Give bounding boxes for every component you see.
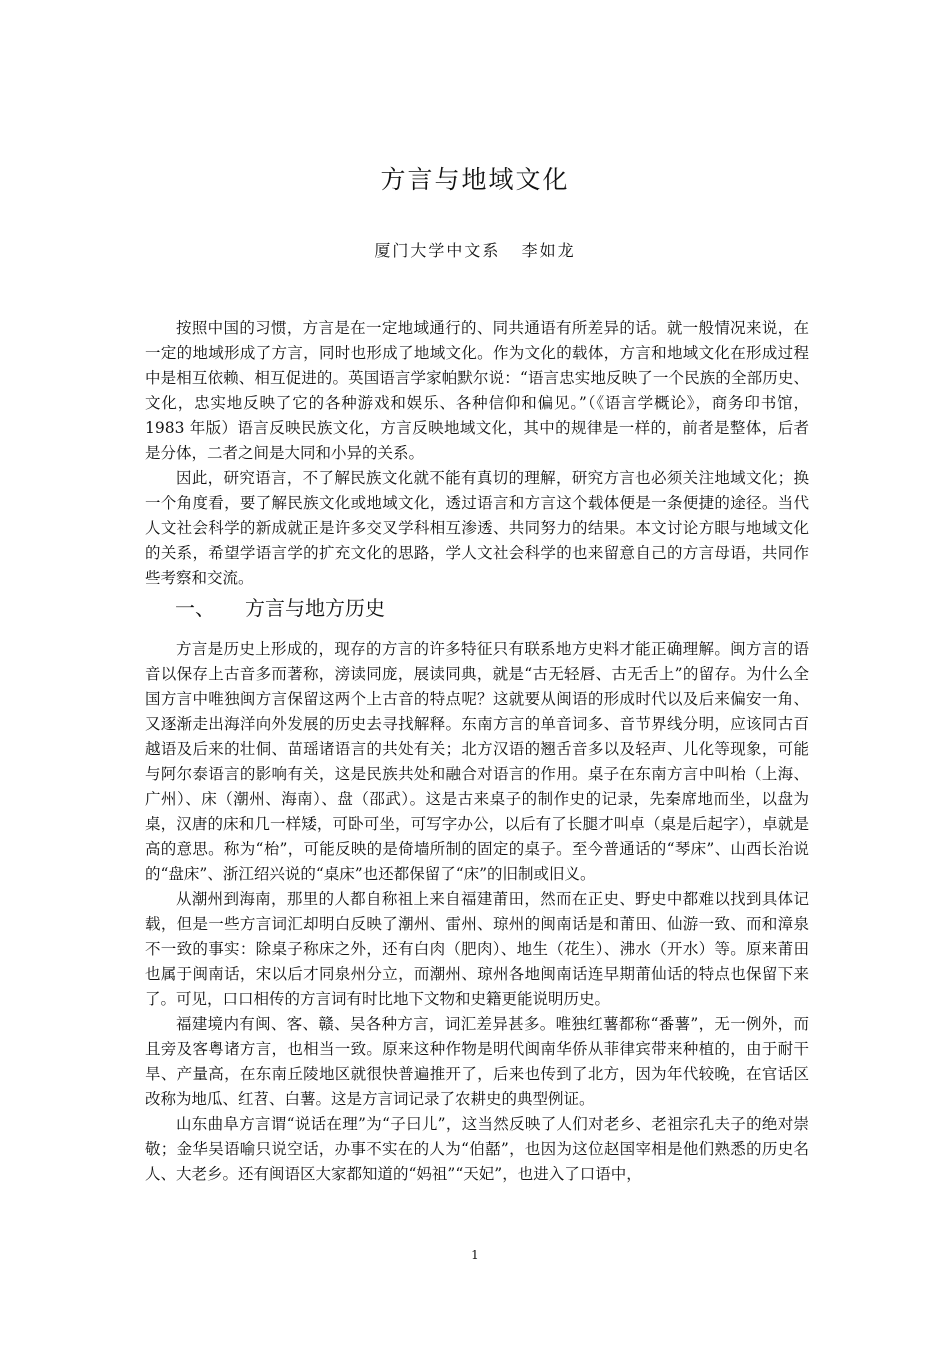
document-body: [145, 316, 809, 1187]
body-paragraph: 山东曲阜方言谓“说话在理”为“子曰儿”，这当然反映了人们对老乡、老祖宗孔夫子的绝对崇敬；金华吴语喻只说空话，办事不实在的人为“伯嚭”，也因为这位赵国宰相是他们熟悉的历史名人、大老乡。还有闽语区大家都知道的“妈祖”“天妃”，也进入了口语中，: [145, 1115, 809, 1183]
author-line: 厦门大学中文系 李如龙: [374, 241, 576, 260]
section-number: 一、: [175, 596, 215, 620]
body-paragraph: 从潮州到海南，那里的人都自称祖上来自福建莆田，然而在正史、野史中都难以找到具体记载，但是一些方言词汇却明白反映了潮州、雷州、琼州的闽南话是和莆田、仙游一致、而和漳泉不一致的事实：除桌子称床之外，还有白肉（肥肉）、地生（花生）、沸水（开水）等。原来莆田也属于闽南话，宋以后才同泉州分立，而潮州、琼州各地闽南话连早期莆仙话的特点也保留下来了。可见，口口相传的方言词有时比地下文物和史籍更能说明历史。: [145, 890, 809, 1008]
page-number: 1: [471, 1248, 479, 1262]
document-title: 方言与地域文化: [380, 165, 570, 194]
body-paragraph: 福建境内有闽、客、赣、吴各种方言，词汇差异甚多。唯独红薯都称“番薯”，无一例外，而且旁及客粤诸方言，也相当一致。原来这种作物是明代闽南华侨从菲律宾带来种植的，由于耐干旱、产量高，在东南丘陵地区就很快普遍推开了，后来也传到了北方，因为年代较晚，在官话区改称为地瓜、红苕、白薯。这是方言词记录了农耕史的典型例证。: [145, 1015, 809, 1108]
section-heading: [145, 593, 809, 623]
body-paragraph: 按照中国的习惯，方言是在一定地域通行的、同共通语有所差异的话。就一般情况来说，在一定的地域形成了方言，同时也形成了地域文化。作为文化的载体，方言和地域文化在形成过程中是相互依赖、相互促进的。英国语言学家帕默尔说：“语言忠实地反映了一个民族的全部历史、文化，忠实地反映了它的各种游戏和娱乐、各种信仰和偏见。”（《语言学概论》，商务印书馆，1983 年版）语言反映民族文化，方言反映地域文化，其中的规律是一样的，前者是整体，后者是分体，二者之间是大同和小异的关系。: [145, 319, 809, 462]
section-title: 方言与地方历史: [245, 596, 385, 620]
body-paragraph: 方言是历史上形成的，现存的方言的许多特征只有联系地方史料才能正确理解。闽方言的语音以保存上古音多而著称，滂读同庞，展读同典，就是“古无轻唇、古无舌上”的留存。为什么全国方言中唯独闽方言保留这两个上古音的特点呢？这就要从闽语的形成时代以及后来偏安一角、又逐渐走出海洋向外发展的历史去寻找解释。东南方言的单音词多、音节界线分明，应该同古百越语及后来的壮侗、苗瑶诸语言的共处有关；北方汉语的翘舌音多以及轻声、儿化等现象，可能与阿尔泰语言的影响有关，这是民族共处和融合对语言的作用。桌子在东南方言中叫枱（上海、广州）、床（潮州、海南）、盘（邵武）。这是古来桌子的制作史的记录，先秦席地而坐，以盘为桌，汉唐的床和几一样矮，可卧可坐，可写字办公，以后有了长腿才叫卓（桌是后起字），卓就是高的意思。称为“枱”，可能反映的是倚墙所制的固定的桌子。至今普通话的“琴床”、山西长治说的“盘床”、浙江绍兴说的“桌床”也还都保留了“床”的旧制或旧义。: [145, 640, 809, 883]
body-paragraph: 因此，研究语言，不了解民族文化就不能有真切的理解，研究方言也必须关注地域文化；换一个角度看，要了解民族文化或地域文化，透过语言和方言这个载体便是一条便捷的途径。当代人文社会科学的新成就正是许多交叉学科相互渗透、共同努力的结果。本文讨论方眼与地域文化的关系，希望学语言学的扩充文化的思路，学人文社会科学的也来留意自己的方言母语，共同作些考察和交流。: [145, 469, 809, 587]
